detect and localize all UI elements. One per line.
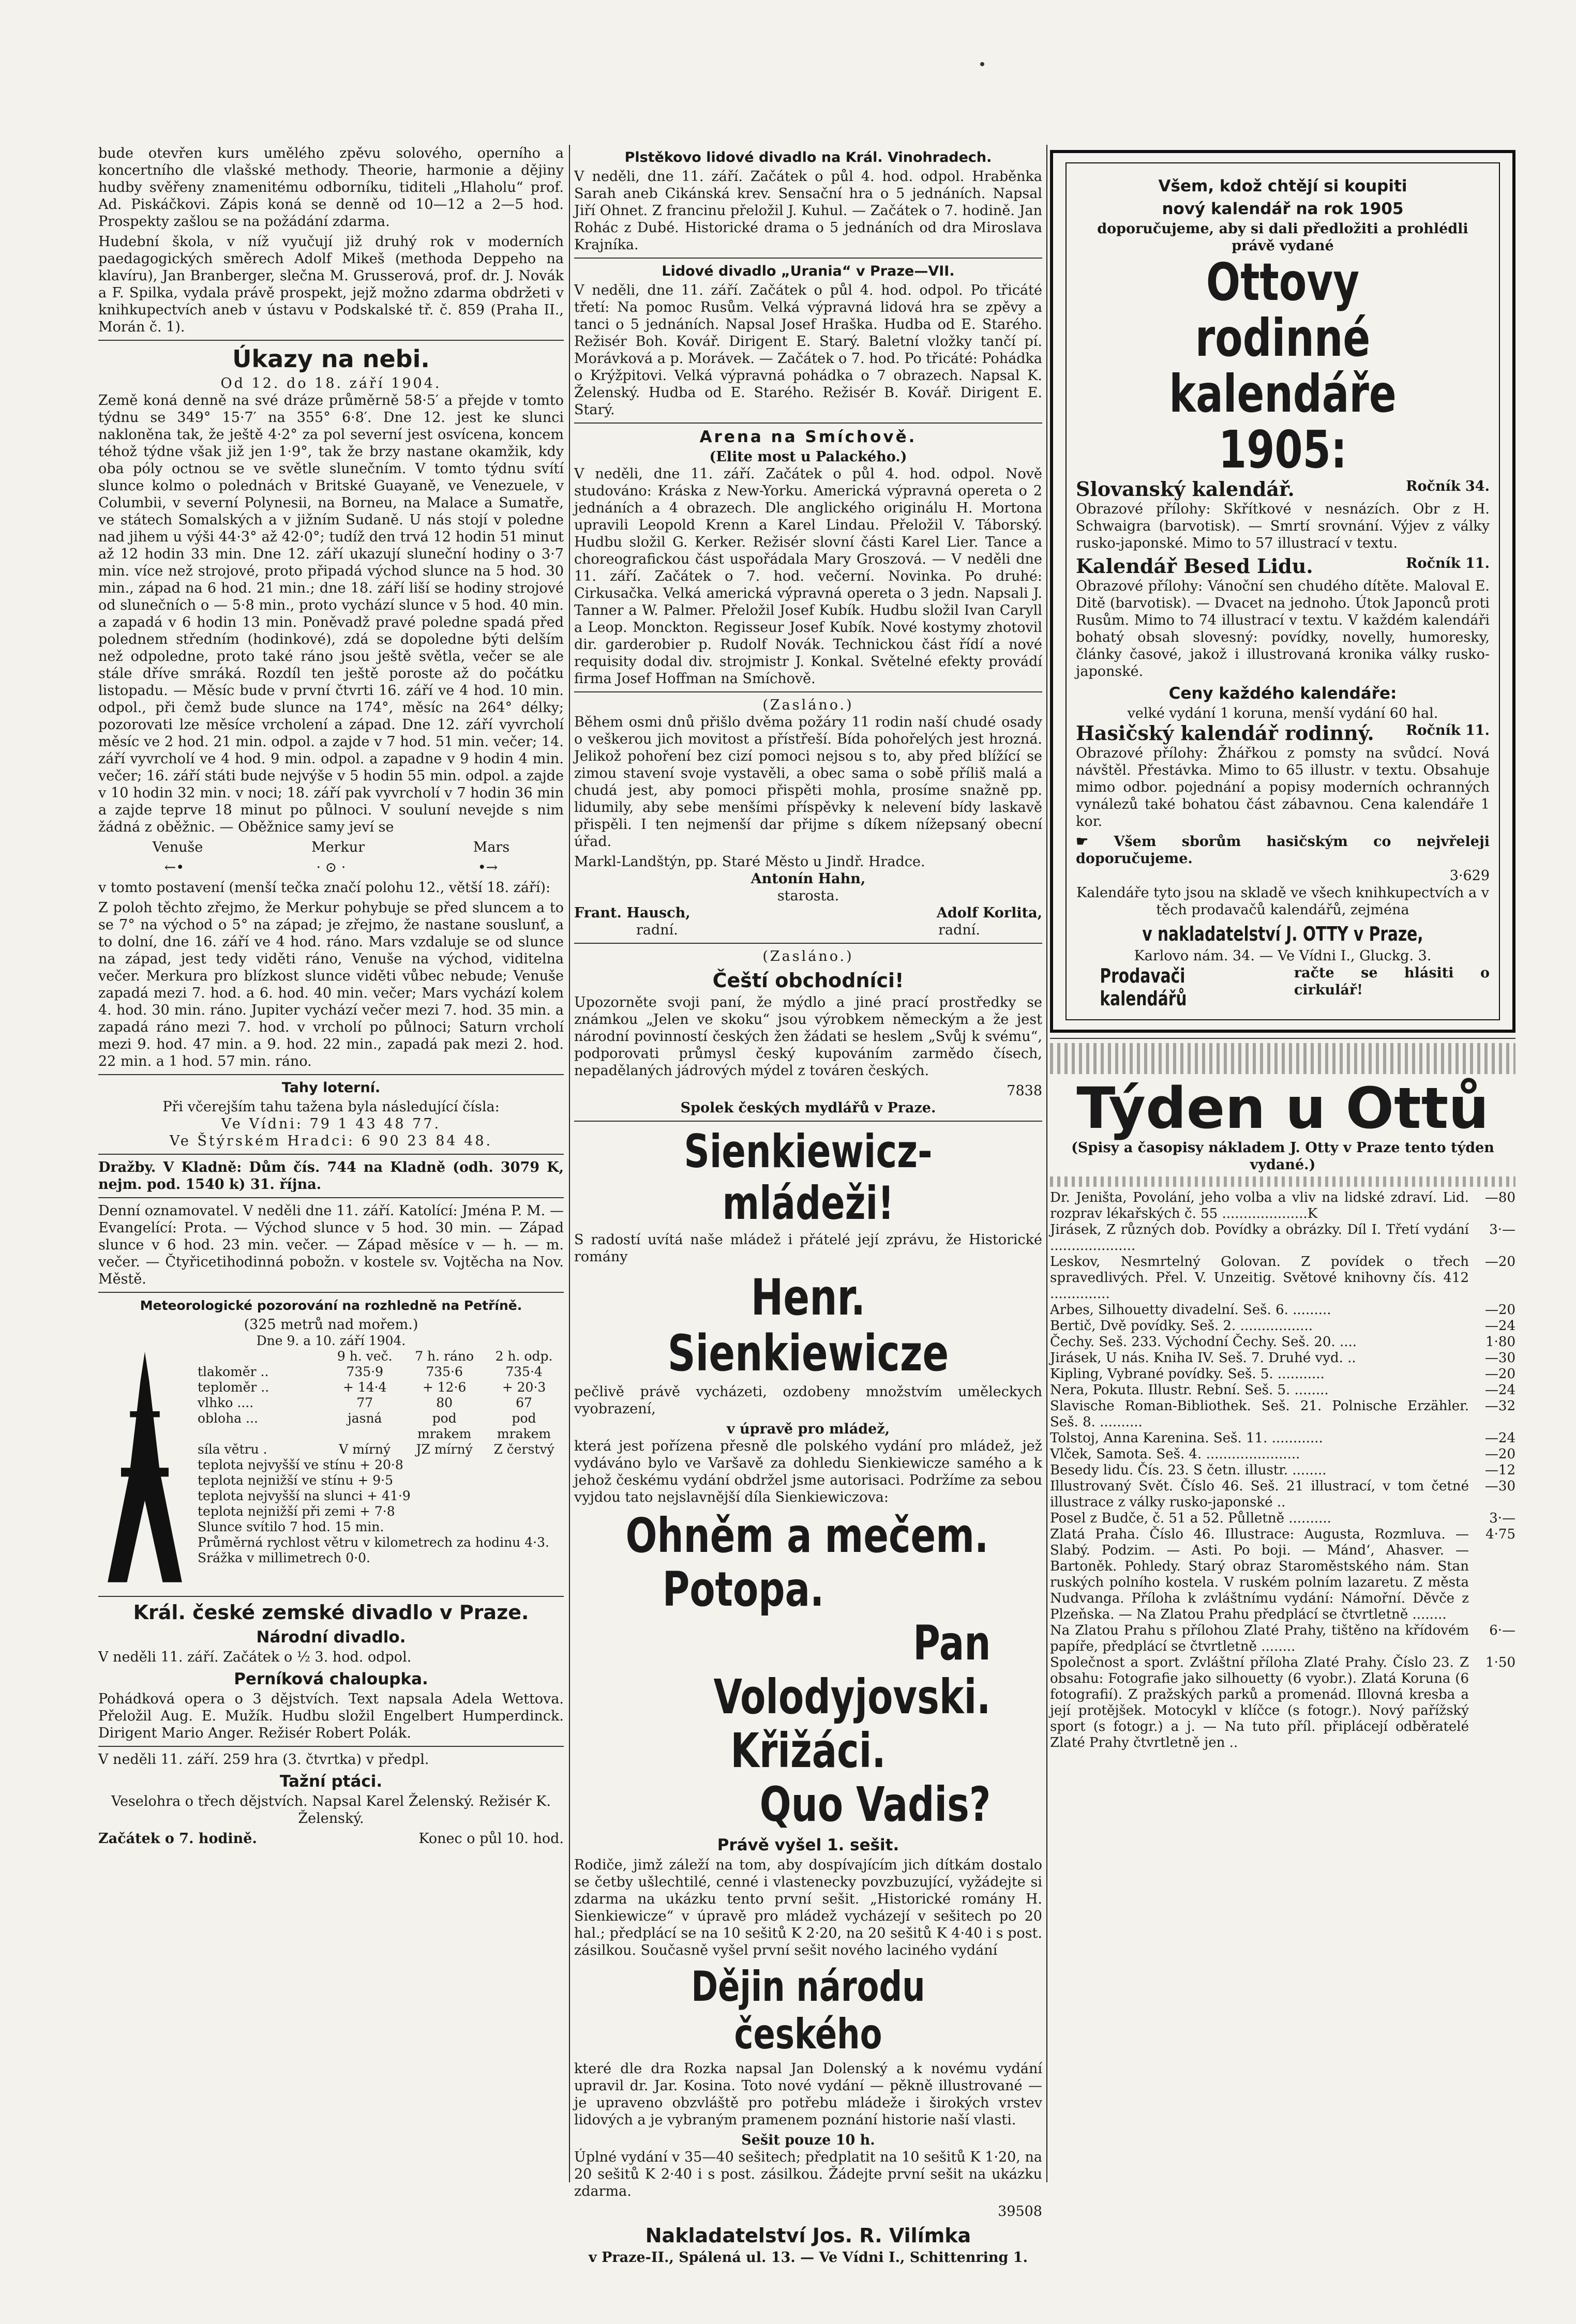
column-middle — [574, 145, 1042, 2266]
ink-dot — [980, 62, 984, 66]
column-right — [1050, 145, 1515, 1751]
starosta-name: Antonín Hahn, — [751, 871, 866, 887]
drazby: Dražby. V Kladně: Dům čís. 744 na Kladně (odh. 3079 K, nejm. pod. 1540 k) 31. října. — [98, 1159, 564, 1193]
pernik-title: Perníková chaloupka. — [234, 1670, 428, 1688]
narodni-divadlo: Národní divadlo. — [256, 1628, 406, 1647]
hasicsky-head: Hasičský kalendář rodinný. Ročník 11. — [1076, 721, 1490, 745]
urania-title: Lidové divadlo „Urania“ v Praze—VII. — [662, 263, 955, 279]
slovansky-head: Slovanský kalendář. Ročník 34. — [1076, 477, 1490, 501]
dejiny-title: Dějin národu českého — [691, 1963, 925, 2058]
ukazy-text: Země koná denně na své dráze průměrně 58·5′ a přejde v tomto týdnu se 349° 15·7′ na 355° 6·8′. Dne 12. jest ke slunci nakloněna tak, že ještě 4·2° za pol severní jest osvícena, koncem téhož týdne však již jen 1·9°, tak že brzy nastane okamžik, kdy oba póly octnou se ve světle slunečním. V tomto týdnu svítí slunce kolmo o polednách v Britské Guayaně, ve Venezuele, v Columbii, v severní Polynesii, na Borneu, na Malace a Sumatře, ve státech Somalských a v jižním Sudaně. U nás stojí v poledne nad jihem u výši 44·3° až 42·0°; tudíž den trvá 12 hodin 51 minut až 12 hodin 33 min. Dne 12. září ukazují sluneční hodiny o 3·7 min. více než strojové, proto připadá východ slunce na 5 hod. 30 min., západ na 6 hod. 21 min.; dne 18. září liší se hodiny strojové od slunečních o — 5·8 min., proto vychází slunce v 5 hod. 40 min. a zapadá v 6 hodin 13 min. Poněvadž pravé poledne spadá před polednem středním (hodinkové), zdá se dopoledne býti delším než odpoledne, proto také ráno jsou ještě světla, večer se ale stále dříve smráká. Rozdíl ten ještě poroste až do počátku listopadu. — Měsíc bude v první čtvrti 16. září ve 4 hod. 10 min. odpol., při čemž bude slunce na 174°, měsíc na 264° délky; pozorovati lze měsíce vrcholení a západ. Dne 12. září vyvrcholí měsíc ve 2 hod. 21 min. odpol. a zajde v 7 hod. 51 min. večer; 14. září vyvrcholí ve 4 hod. 9 min. odpol. a zapadne v 9 hodin 4 min. večer; 16. září státi bude nejvýše v 5 hodin 55 min. odpol. a zajde v 10 hodin 32 min. v noci; 18. září pak vyvrcholí v 7 hodin 36 min a zajde teprve 18 minut po půlnoci. V souluní nevejde s nim žádná z oběžnic. — Oběžnice samy jeví se — [98, 393, 564, 835]
list-item: Na Zlatou Prahu s přílohou Zlaté Prahy, tištěno na křídovém papíře, předplácí se čtvrtletně ........ 6·— — [1050, 1623, 1515, 1654]
besed-text: Obrazové přílohy: Vánoční sen chudého dítěte. Maloval E. Ditě (barvotisk). — Dvacet na jednoho. Útok Japonců proti Rusům. Mimo to 74 illustrací v textu. V každém kalendáři bohatý obsah slovesný: povídky, novelly, humoresky, články časové, jakož i illustrovaná kronika války rusko-japonské. — [1076, 578, 1490, 680]
ukazy-text-2: v tomto postavení (menší tečka značí polohu 12., větší 18. září): — [98, 880, 551, 896]
vysel-text: Rodiče, jimž záleží na tom, aby dospívajícím jich dítkám dostalo se četby ušlechtilé, cenné i vlastenecky povzbuzující, vyžádejte si zdarma na ukázku tento první sešit. „Historické romány H. Sienkiewicze“ v úpravě pro mládež vycházejí v sešitech po 20 hal.; předplácí se na 10 sešitů K 2·20, na 20 sešitů K 4·40 i s post. zásilkou. Současně vyšel první sešit nového laciného vydání — [574, 1857, 1042, 1958]
dejiny-text-2: Úplné vydání v 35—40 sešitech; předplatit na 10 sešitů K 1·20, na 20 sešitů K 2·40 i s post. zásilkou. Žádejte první sešit na ukázku zdarma. — [574, 2149, 1042, 2199]
ottuv-kalendar-ad — [1050, 150, 1515, 1033]
list-item: Posel z Budče, č. 51 a 52. Půlletně .......... 3·— — [1050, 1511, 1515, 1526]
denni-oznamovatel: Denní oznamovatel. V neděli dne 11. září. Katolící: Jména P. M. — Evangelící: Prota. — Východ slunce v 5 hod. 30 min. — Západ slunce v 6 hod. 23 min. večer. — Západ měsíce v — h. — m. večer. — Čtyřicetihodinná pobožn. v kostele sv. Vojtěcha na Nov. Městě. — [98, 1203, 564, 1287]
tahy-hradec: Ve Štýrském Hradci: 6 90 23 84 48. — [169, 1133, 493, 1149]
sienk-text-3: která jest pořízena přesně dle polského vydání pro mládež, jež vydáváno bylo ve Varšavě za dohledu Sienkiewicze samého a k jehož českému vydání obdržel jsme autorisaci. Podržíme za sebou vyjdou tato nejslavnější díla Sienkiewiczova: — [574, 1438, 1042, 1505]
list-item: Dr. Jeništa, Povolání, jeho volba a vliv na lidské zdraví. Lid. rozprav lékařských č. 55 ....................K —80 — [1050, 1190, 1515, 1221]
ceny-title: Ceny každého kalendáře: — [1168, 684, 1397, 703]
list-item: Vlček, Samota. Seš. 4. ...................... —20 — [1050, 1446, 1515, 1462]
signatures: Frant. Hausch, Adolf Korlita, — [574, 905, 1042, 921]
list-item: Jirásek, U nás. Kniha IV. Seš. 7. Druhé vyd. .. —30 — [1050, 1350, 1515, 1366]
spolek: Spolek českých mydlářů v Praze. — [680, 1100, 936, 1116]
met-extra: Srážka v millimetrech 0·0. — [198, 1550, 370, 1565]
tyden-title: Týden u Ottů — [1076, 1075, 1489, 1141]
arrow-left-icon: ←• — [164, 859, 185, 876]
radni-labels: radní. radní. — [636, 922, 980, 938]
column-left — [98, 145, 564, 1847]
vino-title: Plstěkovo lidové divadlo na Král. Vinohradech. — [624, 149, 992, 165]
ceny-text: velké vydání 1 koruna, menší vydání 60 hal. — [1127, 705, 1438, 721]
met-head: 9 h. več. 7 h. ráno 2 h. odp. — [337, 1349, 553, 1364]
title-4: Křižáci. — [730, 1723, 886, 1778]
ottova-nakl: v nakladatelství J. OTTY v Praze, — [1142, 923, 1423, 945]
nd-line: V neděli 11. září. Začátek o ½ 3. hod. odpol. — [98, 1649, 412, 1665]
sienk-text-2: pečlivě právě vycházeti, ozdobeny množstvím uměleckych vyobrazení, — [574, 1384, 1042, 1417]
arrow-right-icon: •→ — [477, 859, 498, 876]
list-item: Tolstoj, Anna Karenina. Seš. 11. ............ —24 — [1050, 1430, 1515, 1446]
sienk-head: Sienkiewicz-mládeži! — [684, 1125, 933, 1230]
obchodnici-text: Upozorněte svoji paní, že mýdlo a jiné prací prostředky se známkou „Jelen ve skoku“ jsou výrobkem německým a že jest národní povinností českých žen žádati se heslem „Svůj k svému“, podporovati průmysl český kupováním zarmědo čísech, nepadělaných jádrových mýdel z továren českých. — [574, 994, 1042, 1079]
vino-text: V neděli, dne 11. září. Začátek o půl 4. hod. odpol. Hraběnka Sarah aneb Cikánská krev. Sensační hra o 5 jednáních. Napsal Jiří Ohnet. Z francinu přeložil J. Kuhul. — Začátek o 7. hodině. Jan Rohác z Dubé. Historické drama o 5 jednáních od dra Miroslava Krajníka. — [574, 169, 1042, 253]
sun-icon: · ⊙ · — [316, 859, 346, 876]
ottovy-1: Ottovy rodinné — [1195, 252, 1371, 368]
met-extra: teplota nejnižší při zemi + 7·8 — [198, 1504, 395, 1519]
hasicsky-vsem: ☛ Všem sborům hasičským co nejvřeleji doporučujeme. — [1076, 834, 1490, 867]
met-row: tlakoměr .. 735·9 735·6 735·4 — [198, 1364, 543, 1379]
title-1: Ohněm a mečem. — [625, 1508, 989, 1563]
vysel-title: Právě vyšel 1. sešit. — [717, 1836, 899, 1854]
met-title: Meteorologické pozorování na rozhledně na Petříně. — [140, 1298, 522, 1313]
box-intro: Všem, kdož chtějí si koupiti — [1158, 177, 1407, 195]
list-item: Arbes, Silhouetty divadelní. Seš. 6. ......... —20 — [1050, 1302, 1515, 1318]
pointing-hand-icon: ☛ — [1076, 834, 1114, 850]
planet-venus: Venuše — [152, 839, 203, 855]
arena-title: Arena na Smíchově. — [699, 428, 917, 446]
nakladatelstvi: Nakladatelství Jos. R. Vilímka — [645, 2224, 971, 2247]
decorative-border-2 — [1050, 1176, 1515, 1187]
hasicsky-num: 3·629 — [1449, 868, 1490, 884]
ottova-addr: Karlovo nám. 34. — Ve Vídni I., Gluckg. 3. — [1134, 948, 1432, 964]
arena-subtitle: (Elite most u Palackého.) — [709, 449, 907, 465]
met-extra: Průměrná rychlost větru v kilometrech za hodinu 4·3. — [198, 1535, 549, 1550]
list-item: Besedy lidu. Čís. 23. S četn. illustr. ........ —12 — [1050, 1462, 1515, 1478]
ottovy-2: kalendáře 1905: — [1169, 364, 1397, 480]
nd-line-2: V neděli 11. září. 259 hra (3. čtvrtka) v předpl. — [98, 1752, 429, 1768]
list-item: Jirásek, Z různých dob. Povídky a obrázky. Díl I. Třetí vydání .................... 3·— — [1050, 1222, 1515, 1254]
list-item: Společnost a sport. Zvláštní příloha Zlaté Prahy. Číslo 23. Z obsahu: Fotografie jako silhouetty (6 vyobr.). Zlatá Koruna (6 fotografií). Z pražských parků a promenád. Illovná kresba a její protějšek. Motocykl v klíčce (s fotogr.). Nový pařížský sport (s fotogr.) a j. — Na tuto příl. připlácejí odběratelé Zlaté Prahy čtvrtletně jen .. 1·50 — [1050, 1655, 1515, 1750]
intro-paragraph: bude otevřen kurs umělého zpěvu solového, operního a koncertního dle vlašské methody. Theorie, harmonie a dějiny hudby svěřeny znamenitému odborníku, tiditeli „Hlaholu“ prof. Ad. Piskáčkovi. Zápis koná se denně od 10—12 a 2—5 hod. Prospekty zašlou se na požádání zdarma. — [98, 145, 564, 230]
tahy-intro: Při včerejším tahu tažena byla následující čísla: — [162, 1099, 500, 1115]
box-intro-3: doporučujeme, aby si dali předložiti a prohlédli právě vydané — [1097, 221, 1468, 254]
zaslano-1-text: Během osmi dnů přišlo dvěma požáry 11 rodin naší chudé osady o veškerou jich movitost a přístřeší. Bída pohořelých jest hrozná. Jelikož pohoření bez cizí pomoci nejsou s to, aby před blížící se zimou stavení svoje vystavěli, a obec sama o sobě příliš malá a chudá jest, aby pomoci přispěti mohla, prosíme snažně pp. lidumily, aby sebe menšími příspěvky k nelevení bídy laskavě přispěli. I ten nejmenší dar přijme s díkem nížepsaný obecní úřad. — [574, 714, 1042, 850]
ptaci-title: Tažní ptáci. — [279, 1772, 383, 1791]
met-row: teploměr .. + 14·4 + 12·6 + 20·3 — [198, 1380, 546, 1395]
prodavaci-row: Prodavači kalendářů račte se hlásiti o cirkulář! — [1100, 964, 1490, 1010]
sienk-name: Henr. Sienkiewicze — [667, 1269, 949, 1382]
petrin-tower-icon — [98, 1352, 191, 1590]
ptaci-text: Veselohra o třech dějstvích. Napsal Karel Želenský. Režisér K. Želenský. — [111, 1793, 551, 1827]
met-table — [98, 1333, 564, 1592]
tahy-vieden: Ve Vídni: 79 1 43 48 77. — [221, 1116, 441, 1132]
starosta-label: starosta. — [777, 888, 839, 904]
title-3: Pan Volodyjovski. — [713, 1616, 991, 1725]
met-row: obloha ... jasná pod mrakem pod mrakem — [198, 1411, 551, 1441]
list-item: Kipling, Vybrané povídky. Seš. 5. ........... —20 — [1050, 1366, 1515, 1382]
hasicsky-text: Obrazové přílohy: Žhářkou z pomsty na svůdcí. Nová návštěl. Přestávka. Mimo to 65 illustr. v textu. Obsahuje mimo odbor. pojednání a popisy moderních ochranných vynálezů také bohatou část zábavnou. Cena kalendáře 1 kor. — [1076, 745, 1490, 829]
dejiny-price: Sešit pouze 10 h. — [741, 2132, 875, 2148]
pernik-text: Pohádková opera o 3 dějstvích. Text napsala Adela Wettova. Přeložil Aug. E. Mužík. Hudbu složil Engelbert Humperdinck. Dirigent Mario Anger. Režisér Robert Polák. — [98, 1691, 564, 1741]
list-item: Čechy. Seš. 233. Východní Čechy. Seš. 20. .... 1·80 — [1050, 1334, 1515, 1350]
nakladatelstvi-address: v Praze-II., Spálená ul. 13. — Ve Vídni I., Schittenring 1. — [589, 2250, 1028, 2266]
sienk-text-1: S radostí uvítá naše mládež i přátelé její zprávu, že Historické romány — [574, 1232, 1042, 1265]
divadlo-title: Král. české zemské divadlo v Praze. — [133, 1601, 529, 1624]
ukazy-text-3: Z poloh těchto zřejmo, že Merkur pohybuje se před sluncem a to se 7° na východ o 5° na západ; je zřejmo, že nastane souslunť, a to dolní, dne 16. září ve 4 hod. ráno. Mars vzdaluje se od slunce na západ, jest tedy viděti ráno, Venuše na východ, viditelna večer. Merkura pro blízkost slunce viděti vůbec nebude; Venuše zapadá mezi 7. hod. a 6. hod. 40 min. večer; Mars vychází kolem 4. hod. 30 min. ráno. Jupiter vychází večer mezi 7. hod. 35 min. a zapadá ráno mezi 7. hod. v vrcholí po půlnoci; Saturn vrcholí mezi 9. hod. 47 min. a 9. hod. 22 min., zapadá pak mezi 2. hod. 22 min. a 1 hod. 57 min. ráno. — [98, 900, 564, 1069]
ukazy-title: Úkazy na nebi. — [232, 345, 430, 373]
dejiny-text: které dle dra Rozka napsal Jan Dolenský a k novému vydání upravil dr. Jar. Kosina. Toto nové vydání — pěkně illustrované — je upraveno obzvláště pro potřebu mládeže i širokých vrstev lidových a je vybraným pramenem poznání historie naší vlasti. — [574, 2061, 1042, 2128]
sienk-upr: v úpravě pro mládež, — [726, 1421, 890, 1437]
box-intro-2: nový kalendář na rok 1905 — [1162, 200, 1404, 218]
planet-mars: Mars — [473, 839, 510, 855]
slovansky-text: Obrazové přílohy: Skřítkové v nesnázích. Obr z H. Schwaigra (barvotisk). — Smrtí srovnání. Výjev z války rusko-japonské. Mimo to 57 illustrací v textu. — [1076, 501, 1490, 551]
prodej-text: Kalendáře tyto jsou na skladě ve všech knihkupectvích a v těch prodavačů kalendářů, zejména — [1076, 885, 1489, 918]
dejiny-num: 39508 — [998, 2204, 1042, 2220]
music-school-paragraph: Hudební škola, v níž vyučují již druhý rok v moderních paedagogických směrech Adolf Mikeš (methoda Deppeho na klavíru), Jan Branberger, slečna M. Grusserová, prof. dr. J. Novák a F. Spilka, vydala právě prospekt, jejž možno zdarma obdržeti v knihkupectvích aneb v ústavu v Podskalské tř. č. 859 (Praha II., Morán č. 1). — [98, 234, 564, 335]
decorative-border — [1050, 1043, 1515, 1074]
list-item: Leskov, Nesmrtelný Golovan. Z povídek o třech spravedlivých. Přel. V. Unzeitig. Světové knihovny čís. 412 .............. —20 — [1050, 1254, 1515, 1302]
planet-mercury: Merkur — [311, 839, 365, 855]
arena-text: V neděli, dne 11. září. Začátek o půl 4. hod. odpol. Nově studováno: Kráska z New-Yorku. Americká výpravná opereta o 2 jednáních a 4 obrazech. Dle anglického originálu H. Mortona upravili Leopold Krenn a Karel Lindau. Přeložil V. Táborský. Hudbu složil G. Kerker. Režisér slovní části Karel Lier. Tance a choreografickou část uspořádala Mary Groszová. — V neděli dne 11. září. Začátek o 7. hod. večerní. Novinka. Po druhé: Cirkusačka. Velká americká výpravná opereta o 3 jedn. Napsali J. Tanner a W. Palmer. Přeložil Josef Kubík. Hudbu složil Ivan Caryll a Leop. Monckton. Regisseur Josef Kubík. Nové kostymy zhotovil dir. garderobier p. Rudolf Novák. Technickou část řídí a nové requisity dodal div. strojmistr J. Konkal. Světelné efekty provádí firma Josef Hoffman na Smíchově. — [574, 466, 1042, 687]
obchodnici-num: 7838 — [1007, 1083, 1042, 1099]
title-2: Potopa. — [662, 1562, 824, 1617]
met-subtitle: (325 metrů nad mořem.) — [244, 1317, 418, 1333]
list-item: Slavische Roman-Bibliothek. Seš. 21. Polnische Erzähler. Seš. 8. .......... —32 — [1050, 1398, 1515, 1430]
list-item: Bertič, Dvě povídky. Seš. 2. ................. —24 — [1050, 1318, 1515, 1334]
ukazy-subtitle: Od 12. do 18. září 1904. — [220, 375, 442, 391]
met-extra: Slunce svítilo 7 hod. 15 min. — [198, 1519, 384, 1534]
met-extra: teplota nejvyšší na slunci + 41·9 — [198, 1488, 411, 1503]
planet-arrows — [98, 859, 564, 876]
ptaci-times: Začátek o 7. hodině. Konec o půl 10. hod. — [98, 1831, 564, 1847]
zaslano-2: (Zasláno.) — [762, 948, 854, 964]
title-5: Quo Vadis? — [759, 1777, 991, 1832]
met-date: Dne 9. a 10. září 1904. — [256, 1333, 406, 1348]
price-list — [1050, 1190, 1515, 1751]
met-extra: teplota nejvyšší ve stínu + 20·8 — [198, 1457, 403, 1472]
obchodnici-title: Čeští obchodníci! — [712, 969, 904, 992]
zaslano-1-place: Markl-Landštýn, pp. Staré Město u Jindř. Hradce. — [574, 854, 925, 870]
planet-diagram — [98, 839, 564, 856]
met-row: vlhko .... 77 80 67 — [198, 1395, 532, 1410]
list-item: Zlatá Praha. Číslo 46. Illustrace: Augusta, Rozmluva. — Slabý. Podzim. — Asti. Po boji. — Mánd‘, Ahasver. — Bartoněk. Pohledy. Starý obraz Staroměstského nám. Stan ruských polního kostela. V ruském polním lazaretu. Z města Nudvanga. Příloha k zvláštnímu vydání: Námořní. Děvče z Plzeňska. — Na Zlatou Prahu předplácí se čtvrtletně ........ 4·75 — [1050, 1527, 1515, 1622]
urania-text: V neděli, dne 11. září. Začátek o půl 4. hod. odpol. Po třicáté třetí: Na pomoc Rusům. Velká výpravná lidová hra se zpěvy a tanci o 5 jednáních. Napsal Josef Hraška. Hudba od E. Starého. Režisér Boh. Kovář. Dirigent E. Starý. Baletní vložky tančí pí. Morávková a p. Morávek. — Začátek o 7. hod. Po třicáté: Pohádka o Krýžpitovi. Velká výpravná pohádka o 7 obrazech. Napsal K. Želenský. Hudba od E. Starého. Režisér B. Kovář. Dirigent E. Starý. — [574, 282, 1042, 418]
tahy-title: Tahy loterní. — [281, 1080, 381, 1096]
list-item: Illustrovaný Svět. Číslo 46. Seš. 21 illustrací, v tom četné illustrace z války rusko-japonské .. —30 — [1050, 1478, 1515, 1510]
tyden-subtitle: (Spisy a časopisy nákladem J. Otty v Praze tento týden vydané.) — [1071, 1140, 1494, 1173]
met-extra: teplota nejnižší ve stínu + 9·5 — [198, 1473, 394, 1488]
met-row: síla větru . V mírný JZ mírný Z čerstvý — [198, 1442, 554, 1457]
besed-head: Kalendář Besed Lidu. Ročník 11. — [1076, 554, 1490, 578]
zaslano-1: (Zasláno.) — [762, 697, 854, 713]
list-item: Nera, Pokuta. Illustr. Rební. Seš. 5. ........ —24 — [1050, 1382, 1515, 1398]
